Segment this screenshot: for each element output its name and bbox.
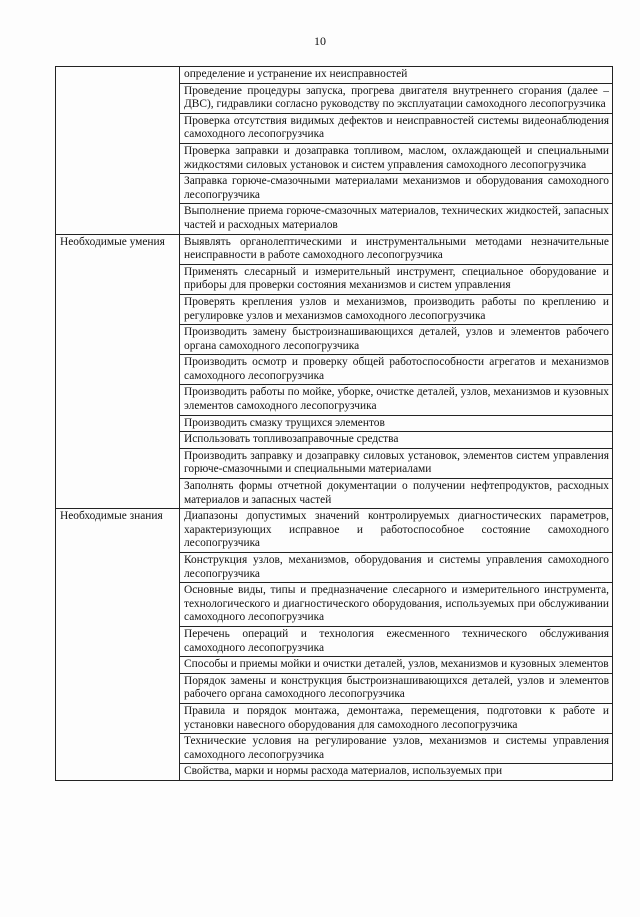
list-item: Производить смазку трущихся элементов xyxy=(180,415,613,432)
list-item: Использовать топливозаправочные средства xyxy=(180,432,613,449)
list-item: Заполнять формы отчетной документации о получении нефтепродуктов, расходных материалов и запасных частей xyxy=(180,479,613,509)
page-number: 10 xyxy=(314,34,326,48)
list-item: Технические условия на регулирование узлов, механизмов и системы управления самоходного лесопогрузчика xyxy=(180,734,613,764)
list-item: Производить работы по мойке, уборке, очистке деталей, узлов, механизмов и кузовных элементов самоходного лесопогрузчика xyxy=(180,385,613,415)
list-item: Проведение процедуры запуска, прогрева двигателя внутреннего сгорания (далее – ДВС), гидравлики согласно руководству по эксплуатации самоходного лесопогрузчика xyxy=(180,83,613,113)
table-row xyxy=(56,234,613,264)
list-item: Способы и приемы мойки и очистки деталей, узлов, механизмов и кузовных элементов xyxy=(180,657,613,674)
list-item: Выполнение приема горюче-смазочных материалов, технических жидкостей, запасных частей и расходных материалов xyxy=(180,204,613,234)
section-label-knowledge: Необходимые знания xyxy=(56,509,180,781)
list-item: Производить осмотр и проверку общей работоспособности агрегатов и механизмов самоходного лесопогрузчика xyxy=(180,355,613,385)
list-item: Конструкция узлов, механизмов, оборудования и системы управления самоходного лесопогрузчика xyxy=(180,553,613,583)
list-item: Производить заправку и дозаправку силовых установок, элементов систем управления горюче-смазочными и специальными материалами xyxy=(180,448,613,478)
section-label xyxy=(56,67,180,235)
list-item: Проверять крепления узлов и механизмов, производить работы по креплению и регулировке узлов и механизмов самоходного лесопогрузчика xyxy=(180,294,613,324)
list-item: Выявлять органолептическими и инструментальными методами незначительные неисправности в работе самоходного лесопогрузчика xyxy=(180,234,613,264)
list-item: Свойства, марки и нормы расхода материалов, используемых при xyxy=(180,764,613,781)
list-item: Производить замену быстроизнашивающихся деталей, узлов и элементов рабочего органа самоходного лесопогрузчика xyxy=(180,325,613,355)
list-item: Правила и порядок монтажа, демонтажа, перемещения, подготовки к работе и установки навесного оборудования для самоходного лесопогрузчика xyxy=(180,703,613,733)
list-item: Диапазоны допустимых значений контролируемых диагностических параметров, характеризующих исправное и работоспособное состояние самоходного лесопогрузчика xyxy=(180,509,613,553)
list-item: Проверка заправки и дозаправка топливом, маслом, охлаждающей и специальными жидкостями силовых установок и систем управления самоходного лесопогрузчика xyxy=(180,143,613,173)
table-row xyxy=(56,509,613,553)
list-item: Проверка отсутствия видимых дефектов и неисправностей системы видеонаблюдения самоходного лесопогрузчика xyxy=(180,113,613,143)
list-item: Основные виды, типы и предназначение слесарного и измерительного инструмента, технологического и диагностического оборудования, используемых при обслуживании самоходного лесопогрузчика xyxy=(180,583,613,627)
requirements-table xyxy=(55,66,613,781)
list-item: Заправка горюче-смазочными материалами механизмов и оборудования самоходного лесопогрузчика xyxy=(180,174,613,204)
list-item: определение и устранение их неисправностей xyxy=(180,67,613,84)
list-item: Применять слесарный и измерительный инструмент, специальное оборудование и приборы для проверки состояния механизмов и систем управления xyxy=(180,264,613,294)
section-label-skills: Необходимые умения xyxy=(56,234,180,509)
table-row xyxy=(56,67,613,84)
list-item: Перечень операций и технология ежесменного технического обслуживания самоходного лесопогрузчика xyxy=(180,626,613,656)
list-item: Порядок замены и конструкция быстроизнашивающихся деталей, узлов и элементов рабочего органа самоходного лесопогрузчика xyxy=(180,673,613,703)
